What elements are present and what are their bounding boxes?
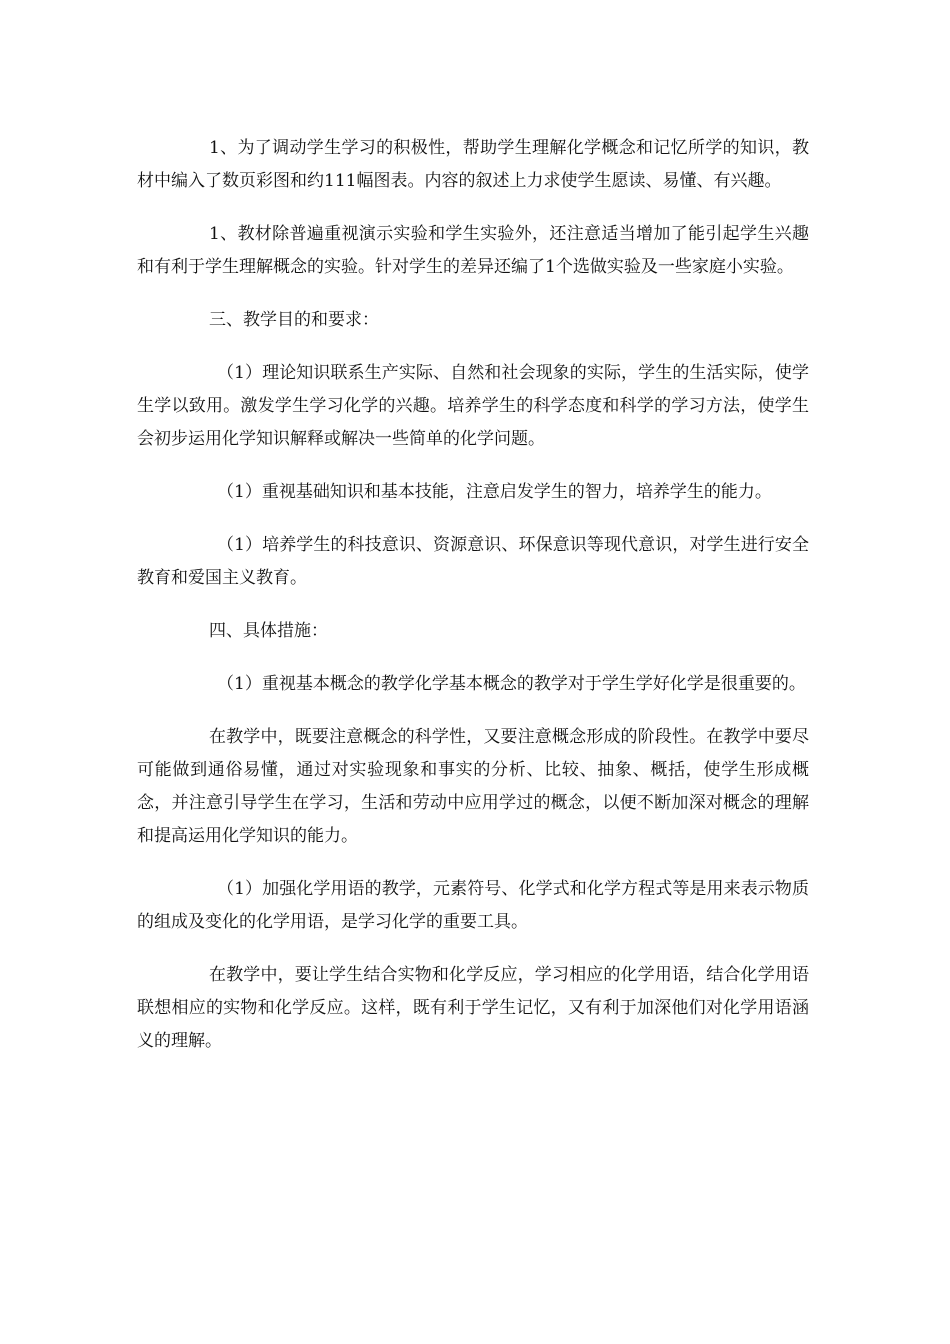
paragraph-experiments: 1、教材除普遍重视演示实验和学生实验外，还注意适当增加了能引起学生兴趣和有利于学生理解概念的实验。针对学生的差异还编了1个选做实验及一些家庭小实验。 bbox=[137, 224, 809, 277]
section-heading-goals: 三、教学目的和要求： bbox=[209, 310, 379, 330]
paragraph-readability: 1、为了调动学生学习的积极性，帮助学生理解化学概念和记忆所学的知识，教材中编入了数页彩图和约111幅图表。内容的叙述上力求使学生愿读、易懂、有兴趣。 bbox=[137, 138, 809, 191]
goal-item-theory-practice: （1）理论知识联系生产实际、自然和社会现象的实际，学生的生活实际，使学生学以致用。激发学生学习化学的兴趣。培养学生的科学态度和科学的学习方法，使学生会初步运用化学知识解释或解决一些简单的化学问题。 bbox=[137, 363, 809, 449]
document-body bbox=[137, 132, 809, 1078]
paragraph-terminology-teaching: 在教学中，要让学生结合实物和化学反应，学习相应的化学用语，结合化学用语联想相应的实物和化学反应。这样，既有利于学生记忆，又有利于加深他们对化学用语涵义的理解。 bbox=[137, 965, 809, 1051]
goal-item-basic-skills: （1）重视基础知识和基本技能，注意启发学生的智力，培养学生的能力。 bbox=[217, 482, 772, 502]
section-heading-measures: 四、具体措施： bbox=[209, 621, 328, 641]
measure-item-concepts: （1）重视基本概念的教学化学基本概念的教学对于学生学好化学是很重要的。 bbox=[217, 674, 806, 694]
paragraph-concept-teaching: 在教学中，既要注意概念的科学性，又要注意概念形成的阶段性。在教学中要尽可能做到通俗易懂，通过对实验现象和事实的分析、比较、抽象、概括，使学生形成概念，并注意引导学生在学习，生活和劳动中应用学过的概念，以便不断加深对概念的理解和提高运用化学知识的能力。 bbox=[137, 727, 809, 846]
goal-item-awareness: （1）培养学生的科技意识、资源意识、环保意识等现代意识，对学生进行安全教育和爱国主义教育。 bbox=[137, 535, 809, 588]
measure-item-terminology: （1）加强化学用语的教学，元素符号、化学式和化学方程式等是用来表示物质的组成及变化的化学用语，是学习化学的重要工具。 bbox=[137, 879, 809, 932]
